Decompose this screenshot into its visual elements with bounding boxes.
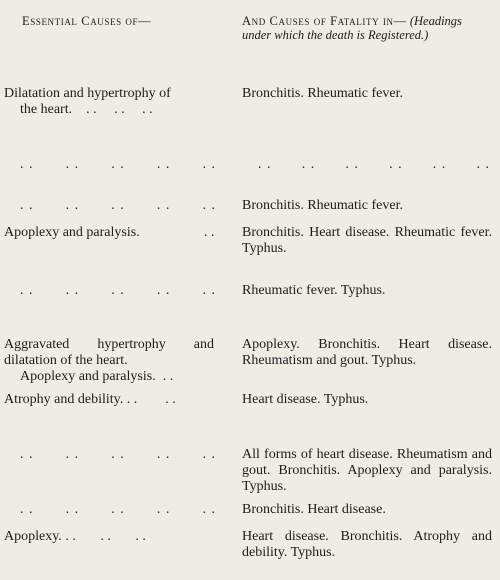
row-5-left-dot-leaders (20, 283, 216, 299)
dot-leader: . . (20, 198, 34, 213)
dot-leader: . . (111, 502, 125, 517)
dot-leader: . . (114, 102, 125, 117)
row-6-essential-cause (4, 337, 214, 385)
dot-leader: . . (126, 392, 138, 407)
column-header-essential-causes: Essential Causes of— (22, 14, 152, 28)
row-4-essential-cause (4, 225, 216, 241)
dot-leader: . . (156, 157, 171, 172)
dot-leader: . . (156, 198, 171, 213)
row-6-left-line-1: Aggravated hypertrophy and dilatation of the heart. (4, 337, 214, 368)
row-4-left-line-1: Apoplexy and paralysis. (4, 225, 140, 240)
dot-leader: . . (65, 447, 80, 462)
row-1-left-line-1: Dilatation and hypertrophy of (4, 86, 171, 101)
dot-leader: . . (20, 502, 34, 517)
row-8-fatality-headings: All forms of heart disease. Rheumatism and gout. Bronchitis. Apoplexy and paralysis. Typhus. (242, 447, 492, 494)
dot-leader: . . (432, 157, 447, 172)
dot-leader: . . (65, 283, 80, 298)
dot-leader: . . (156, 283, 171, 298)
row-9-left-dot-leaders (20, 502, 216, 518)
dot-leader: . . (165, 392, 176, 407)
row-10-essential-cause (4, 529, 216, 545)
dot-leader: . . (20, 157, 34, 172)
row-9-fatality-headings: Bronchitis. Heart disease. (242, 502, 386, 517)
row-8-left-dot-leaders (20, 447, 216, 463)
dot-leader: . . (202, 157, 216, 172)
dot-leader: . . (301, 157, 316, 172)
row-6-left-line-2 (4, 369, 214, 385)
dot-leader: . . (20, 283, 34, 298)
dot-leader: . . (202, 283, 216, 298)
dot-leader: . . (65, 157, 80, 172)
row-4-fatality-headings: Bronchitis. Heart disease. Rheumatic fever. Typhus. (242, 225, 492, 256)
dot-leader: . . (202, 502, 216, 517)
dot-leader: . . (258, 157, 272, 172)
dot-leader: . . (111, 447, 125, 462)
dot-leader: . . (86, 102, 97, 117)
row-5-fatality-headings: Rheumatic fever. Typhus. (242, 283, 386, 298)
dot-leader: . . (156, 447, 171, 462)
row-7-essential-cause (4, 392, 216, 408)
column-header-fatality-title: And Causes of Fatality in— (242, 14, 407, 28)
dot-leader: . . (111, 157, 125, 172)
row-1-fatality-headings: Bronchitis. Rheumatic fever. (242, 86, 403, 101)
row-10-left-line-1: Apoplexy. (4, 529, 62, 544)
dot-leader: . . (65, 529, 76, 544)
dot-leader: . . (135, 529, 146, 544)
dot-leader: . . (389, 157, 403, 172)
column-header-causes-of-fatality (242, 14, 492, 42)
dot-leader: . . (142, 102, 153, 117)
dot-leader: . . (100, 529, 111, 544)
row-1-left-line-2-text: the heart. (20, 102, 73, 117)
dot-leader: . . (162, 369, 174, 384)
dot-leader: . . (111, 283, 125, 298)
dot-leader: . . (65, 198, 80, 213)
row-7-fatality-headings: Heart disease. Typhus. (242, 392, 369, 407)
column-header-fatality-note: (Headings under which the death is Registered.) (242, 14, 462, 42)
dot-leader: . . (202, 447, 216, 462)
dot-leader: . . (202, 198, 216, 213)
dot-leader: . . (65, 502, 80, 517)
row-6-left-line-2-text: Apoplexy and paralysis. (20, 369, 156, 384)
row-7-left-line-1: Atrophy and debility. (4, 392, 124, 407)
row-1-left-line-2 (4, 102, 216, 118)
row-1-essential-cause (4, 86, 216, 118)
row-3-fatality-headings: Bronchitis. Rheumatic fever. (242, 198, 403, 213)
dot-leader: . . (476, 157, 490, 172)
dot-leader: . . (20, 447, 34, 462)
row-2-left-dot-leaders (20, 157, 216, 173)
row-2-right-dot-leaders (258, 157, 490, 173)
row-10-fatality-headings: Heart disease. Bronchitis. Atrophy and debility. Typhus. (242, 529, 492, 560)
dot-leader: . . (345, 157, 359, 172)
dot-leader: . . (204, 225, 215, 240)
row-3-left-dot-leaders (20, 198, 216, 214)
dot-leader: . . (111, 198, 125, 213)
dot-leader: . . (156, 502, 171, 517)
row-6-fatality-headings: Apoplexy. Bronchitis. Heart disease. Rheumatism and gout. Typhus. (242, 337, 492, 368)
